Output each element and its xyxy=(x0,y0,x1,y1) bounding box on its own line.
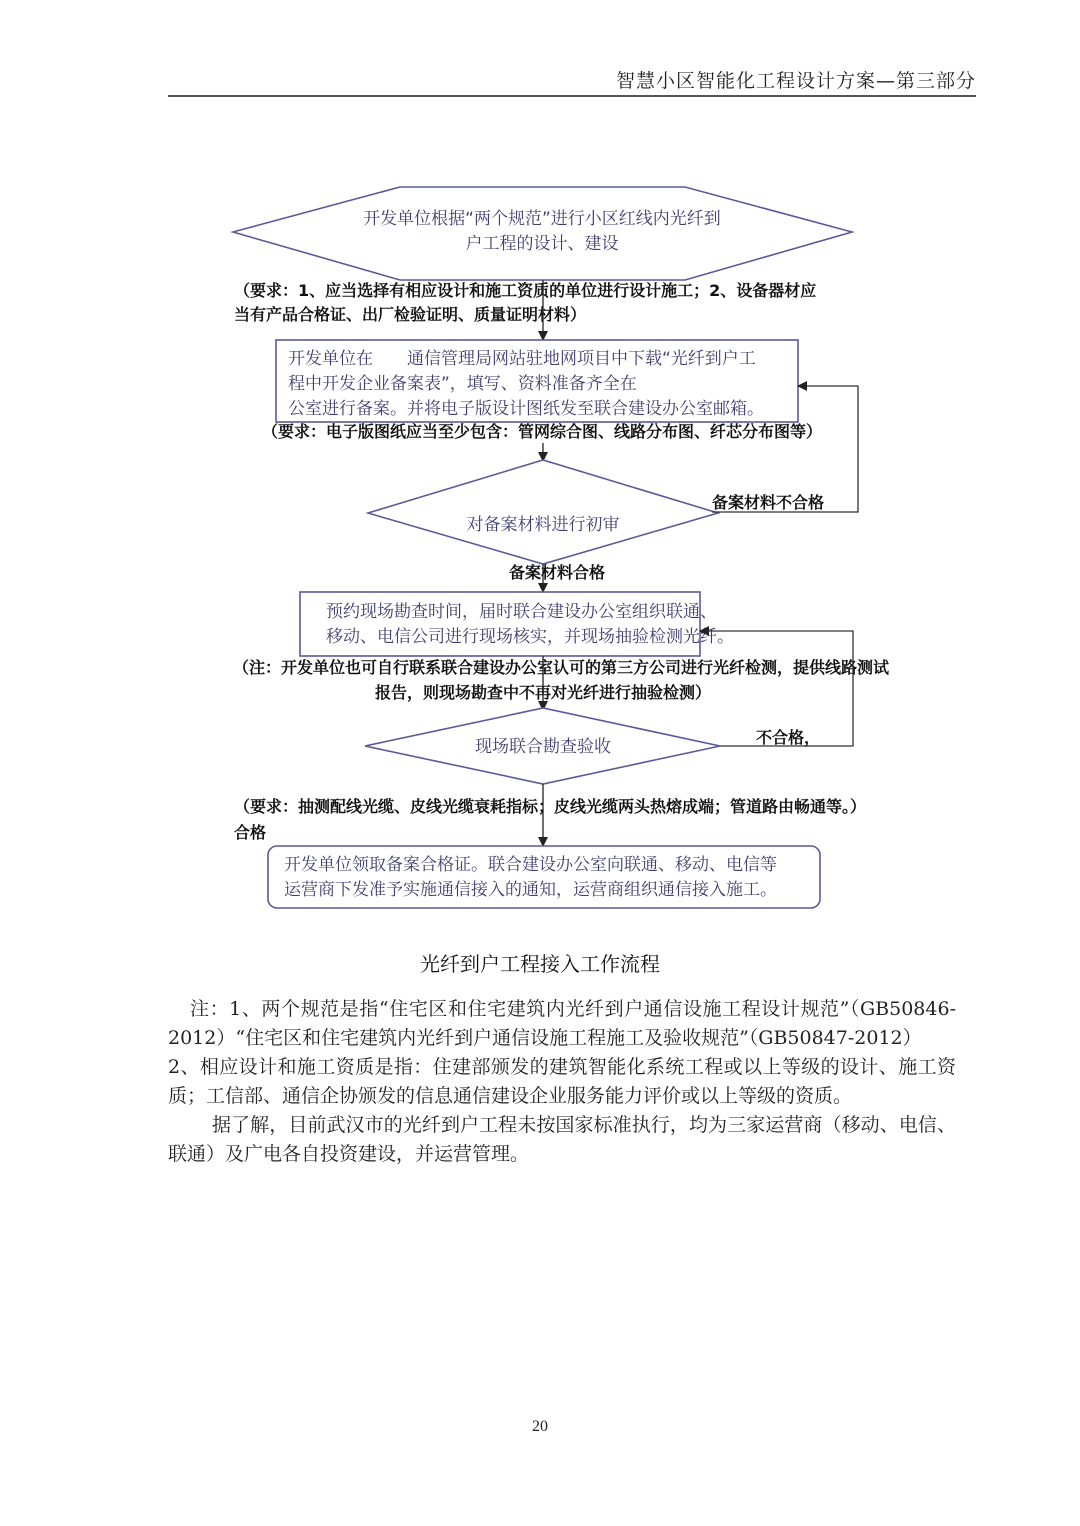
node-line: 对备案材料进行初审 xyxy=(466,515,620,535)
body-paragraph-norms: 注：1、两个规范是指“住宅区和住宅建筑内光纤到户通信设施工程设计规范”（GB50846-2012）“住宅区和住宅建筑内光纤到户通信设施工程施工及验收规范”（GB50847-2012） xyxy=(168,998,956,1049)
flow-node-start-line1: 开发单位根据“两个规范”进行小区红线内光纤到 xyxy=(363,209,721,229)
node-line: 开发单位领取备案合格证。联合建设办公室向联通、移动、电信等 xyxy=(284,855,777,875)
note-line: 报告，则现场勘查中不再对光纤进行抽验检测） xyxy=(374,683,712,702)
figure-caption: 光纤到户工程接入工作流程 xyxy=(420,952,660,976)
note-line: （注：开发单位也可自行联系联合建设办公室认可的第三方公司进行光纤检测，提供线路测试 xyxy=(233,658,890,677)
node-line: 公室进行备案。并将电子版设计图纸发至联合建设办公室邮箱。 xyxy=(288,399,764,419)
node-line: 运营商下发准予实施通信接入的通知，运营商组织通信接入施工。 xyxy=(284,880,777,900)
flow-node-review xyxy=(368,460,718,564)
body-paragraph-qualification: 2、相应设计和施工资质是指：住建部颁发的建筑智能化系统工程或以上等级的设计、施工资质；工信部、通信企协颁发的信息通信建设企业服务能力评价或以上等级的资质。 xyxy=(168,1056,956,1107)
node-line: 预约现场勘查时间，届时联合建设办公室组织联通、 xyxy=(326,602,717,622)
node-line: 程中开发企业备案表”，填写、资料准备齐全在 xyxy=(288,374,637,394)
flow-node-start-line2: 户工程的设计、建设 xyxy=(465,234,619,254)
flow-node-finish xyxy=(268,846,820,908)
edge-label-acceptance-pass: 合格 xyxy=(234,823,267,842)
flow-note-requirements-1 xyxy=(234,281,816,324)
edge-label-acceptance-fail: 不合格， xyxy=(756,728,821,747)
node-line: 移动、电信公司进行现场核实，并现场抽验检测光纤。 xyxy=(326,627,734,647)
body-notes xyxy=(168,995,956,1169)
flow-note-requirements-4: （要求：抽测配线光缆、皮线光缆衰耗指标；皮线光缆两头热熔成端；管道路由畅通等。） xyxy=(234,797,867,816)
flow-node-survey xyxy=(300,592,734,656)
note-line: （要求：1、应当选择有相应设计和施工资质的单位进行设计施工；2、设备器材应 xyxy=(234,281,817,300)
node-line: 开发单位在 通信管理局网站驻地网项目中下载“光纤到户工 xyxy=(288,349,756,369)
note-line: 当有产品合格证、出厂检验证明、质量证明材料） xyxy=(234,305,587,324)
flow-note-third-party xyxy=(233,658,890,703)
edge-label-review-pass: 备案材料合格 xyxy=(509,563,606,582)
edge-label-review-fail: 备案材料不合格 xyxy=(712,493,825,512)
flow-node-register xyxy=(276,340,798,422)
flow-note-requirements-2: （要求：电子版图纸应当至少包含：管网综合图、线路分布图、纤芯分布图等） xyxy=(262,422,823,441)
body-paragraph-wuhan-status: 据了解，目前武汉市的光纤到户工程未按国家标准执行，均为三家运营商（移动、电信、联通）及广电各自投资建设，并运营管理。 xyxy=(168,1114,956,1165)
flow-node-start xyxy=(233,187,852,280)
page-number: 20 xyxy=(532,1418,548,1435)
flow-node-acceptance xyxy=(365,708,720,784)
node-line: 现场联合勘查验收 xyxy=(475,737,611,757)
running-header-title: 智慧小区智能化工程设计方案—第三部分 xyxy=(615,70,976,92)
